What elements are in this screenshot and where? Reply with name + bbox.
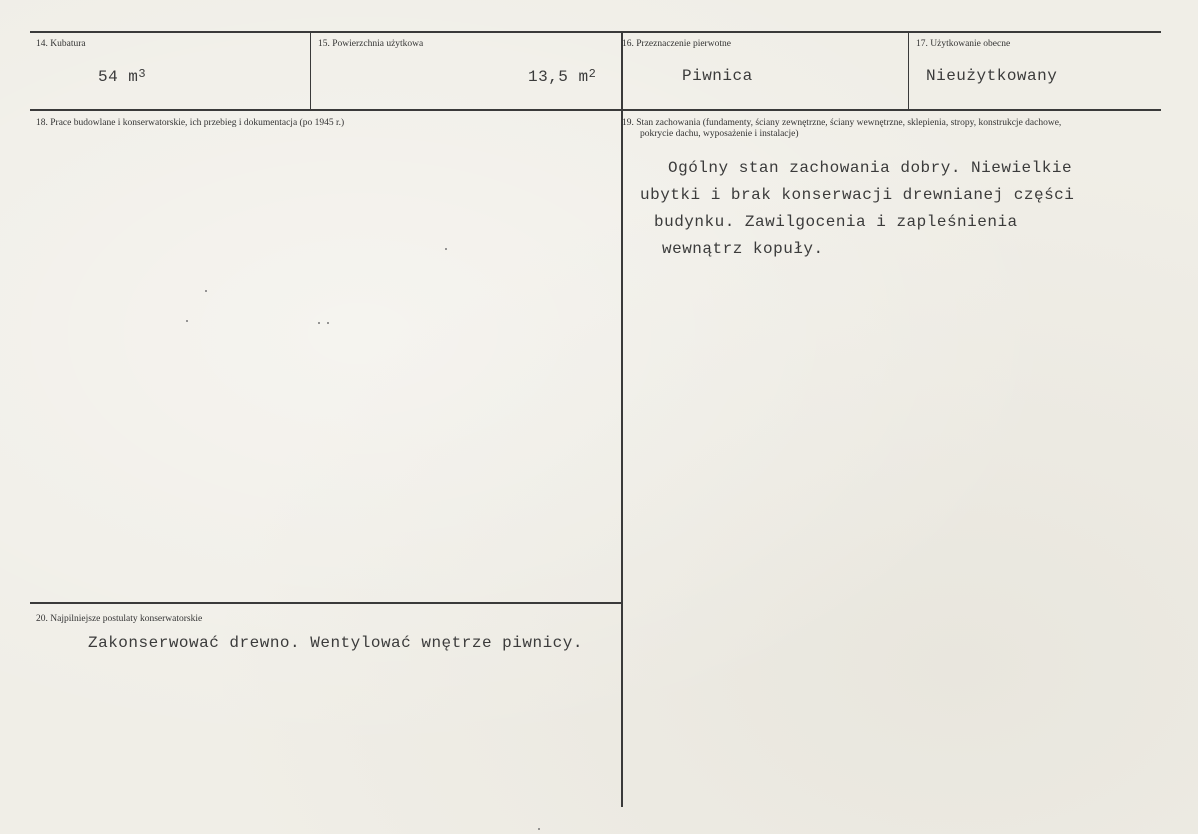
column-divider-3 bbox=[908, 31, 909, 110]
top-border bbox=[30, 31, 1161, 33]
row-divider bbox=[30, 109, 1161, 111]
paper-speck bbox=[318, 322, 320, 324]
powierzchnia-value bbox=[528, 68, 596, 86]
przeznaczenie-label: 16. Przeznaczenie pierwotne bbox=[622, 39, 731, 49]
stan-line: wewnątrz kopuły. bbox=[662, 240, 824, 258]
uzytkowanie-value: Nieużytkowany bbox=[926, 67, 1058, 85]
powierzchnia-unit-exponent: 2 bbox=[588, 67, 597, 81]
stan-line: budynku. Zawilgocenia i zapleśnienia bbox=[654, 213, 1018, 231]
stan-label-line2: pokrycie dachu, wyposażenie i instalacje) bbox=[640, 129, 799, 139]
paper-speck bbox=[186, 320, 188, 322]
kubatura-label: 14. Kubatura bbox=[36, 39, 86, 49]
powierzchnia-number: 13,5 m bbox=[528, 68, 589, 86]
paper-speck bbox=[538, 828, 540, 830]
uzytkowanie-label: 17. Użytkowanie obecne bbox=[916, 39, 1011, 49]
kubatura-value bbox=[98, 68, 146, 86]
stan-label-line1: 19. Stan zachowania (fundamenty, ściany zewnętrzne, ściany wewnętrzne, sklepienia, stropy, konstrukcje dachowe, bbox=[622, 118, 1062, 128]
kubatura-number: 54 m bbox=[98, 68, 139, 86]
stan-line: Ogólny stan zachowania dobry. Niewielkie bbox=[668, 159, 1073, 177]
prace-label: 18. Prace budowlane i konserwatorskie, ich przebieg i dokumentacja (po 1945 r.) bbox=[36, 118, 345, 128]
postulaty-value: Zakonserwować drewno. Wentylować wnętrze piwnicy. bbox=[88, 634, 583, 652]
paper-speck bbox=[445, 248, 447, 250]
kubatura-unit-exponent: 3 bbox=[138, 67, 147, 81]
column-divider-1 bbox=[310, 31, 311, 110]
paper-speck bbox=[327, 322, 329, 324]
przeznaczenie-value: Piwnica bbox=[682, 67, 753, 85]
paper-speck bbox=[205, 290, 207, 292]
section-20-top-border bbox=[30, 602, 622, 604]
stan-description bbox=[640, 155, 1074, 263]
powierzchnia-label: 15. Powierzchnia użytkowa bbox=[318, 39, 424, 49]
column-divider-center bbox=[621, 31, 623, 807]
stan-line: ubytki i brak konserwacji drewnianej części bbox=[640, 186, 1075, 204]
postulaty-label: 20. Najpilniejsze postulaty konserwatorskie bbox=[36, 614, 203, 624]
